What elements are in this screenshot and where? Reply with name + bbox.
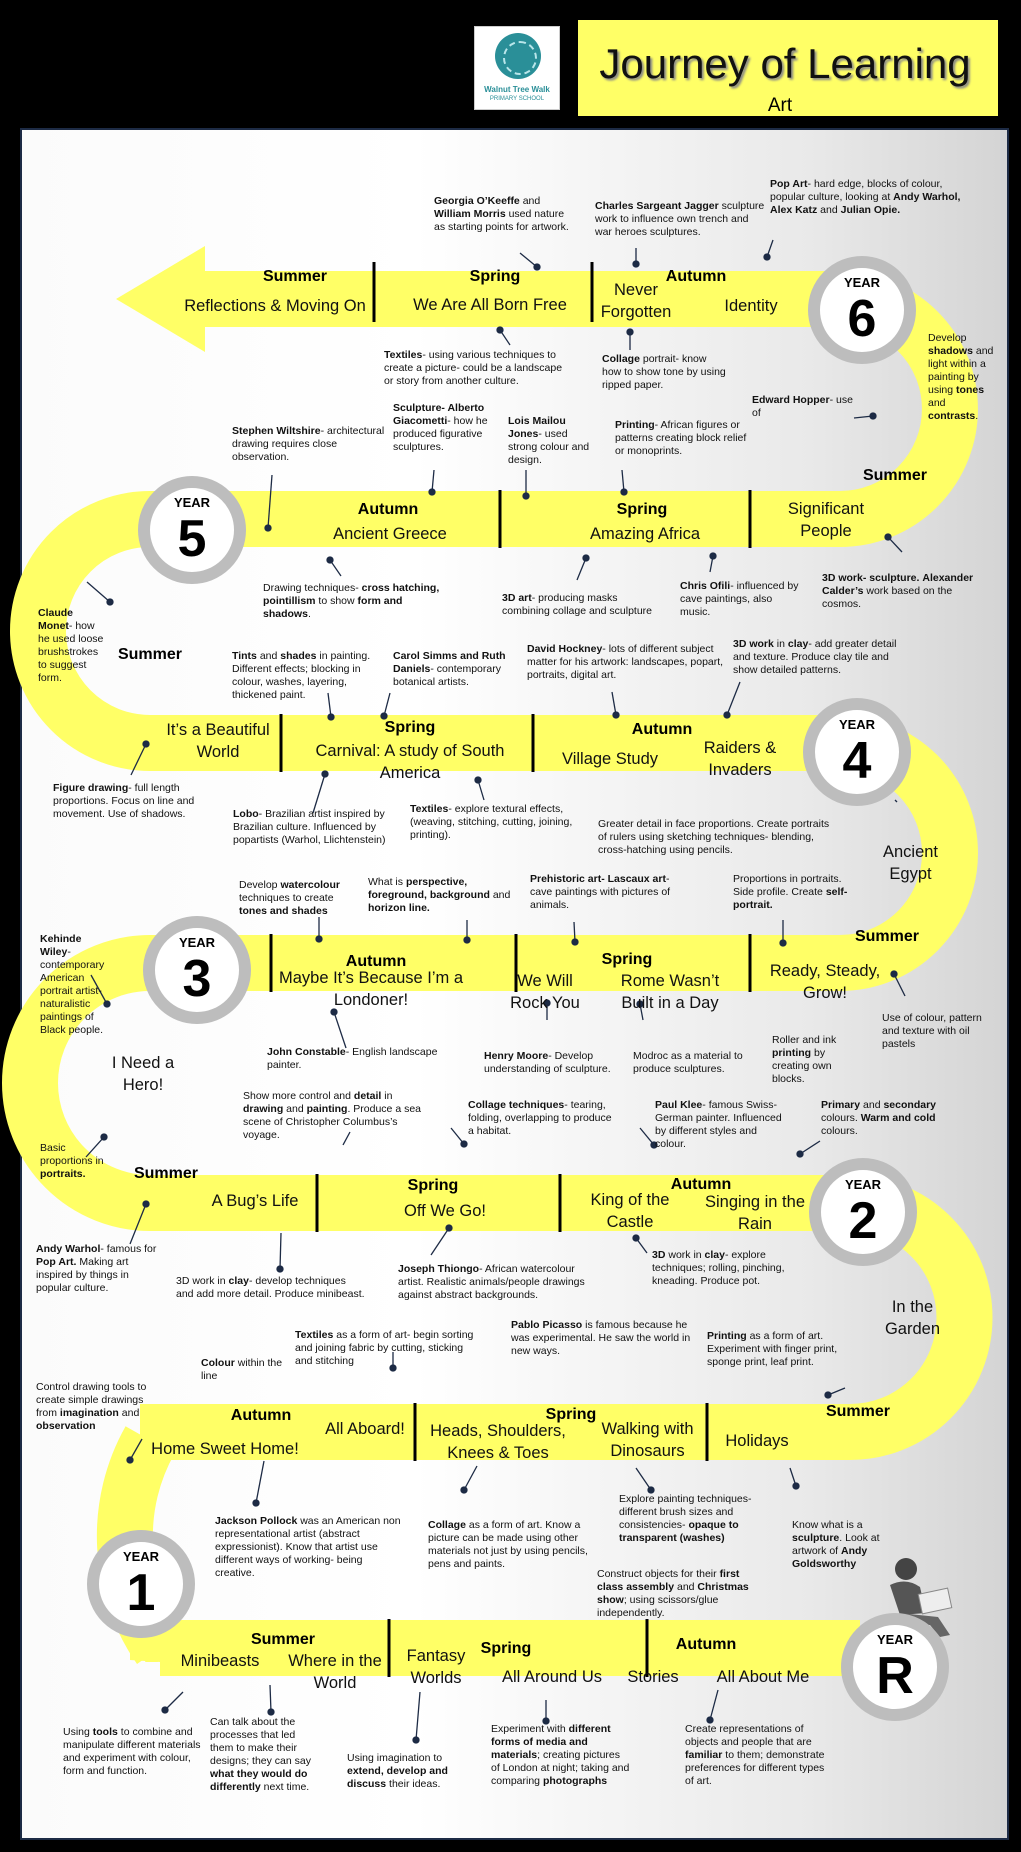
unit-reflections: Reflections & Moving On — [184, 297, 366, 315]
note-printing-y1: Printing as a form of art. Experiment with finger print, sponge print, leaf print. — [707, 1330, 838, 1368]
term-summer-y2: Summer — [133, 1165, 199, 1182]
unit-dinosaurs: Walking with Dinosaurs — [601, 1420, 694, 1460]
subject-label: Art — [767, 95, 793, 116]
year-5-badge: YEAR 5 — [138, 476, 246, 584]
term-autumn-y4: Autumn — [631, 721, 693, 738]
term-autumn-y1: Autumn — [230, 1407, 292, 1424]
term-summer-y5: Summer — [862, 467, 928, 484]
note-imagination: Using imagination to extend, develop and discuss their ideas. — [347, 1752, 448, 1790]
term-summer-y3: Summer — [854, 928, 920, 945]
unit-beautiful-world: It’s a Beautiful World — [166, 721, 270, 761]
note-thiongo: Joseph Thiongo- African watercolour artist. Realistic animals/people drawings against abstract backgrounds. — [398, 1263, 585, 1301]
note-columbus: Show more control and detail in drawing and painting. Produce a sea scene of Christopher Columbus’s voyage. — [243, 1090, 421, 1141]
term-summer-y6: Summer — [262, 268, 328, 285]
year-4-badge: YEAR 4 — [803, 698, 911, 806]
note-clay-minibeast: 3D work in clay- develop techniques and add more detail. Produce minibeast. — [176, 1275, 365, 1300]
term-summer-y4: Summer — [117, 646, 183, 663]
term-summer-y1: Summer — [825, 1403, 891, 1420]
unit-all-about-me: All About Me — [716, 1668, 810, 1686]
unit-fantasy-worlds: Fantasy Worlds — [406, 1647, 466, 1687]
term-summer-yr: Summer — [250, 1631, 316, 1648]
term-autumn-y2: Autumn — [670, 1176, 732, 1193]
unit-heads-shoulders: Heads, Shoulders, Knees & Toes — [430, 1422, 566, 1462]
note-self-portrait: Proportions in portraits. Side profile. Create self-portrait. — [733, 873, 848, 911]
note-colours: Primary and secondary colours. Warm and cold colours. — [821, 1099, 936, 1137]
note-collage-y1: Collage as a form of art. Know a picture can be made using other materials not just by using pencils, pens and paints. — [428, 1519, 588, 1570]
note-3d-masks: 3D art- producing masks combining collage and sculpture — [502, 592, 653, 617]
note-textiles-y4: Textiles- explore textural effects, (weaving, stitching, cutting, joining, printing). — [410, 803, 573, 841]
page-title: Journey of Learning — [599, 40, 971, 87]
note-hopper: Edward Hopper- use of — [752, 394, 853, 419]
note-colour-line: Colour within the line — [201, 1357, 283, 1382]
note-henry-moore: Henry Moore- Develop understanding of sculpture. — [484, 1050, 611, 1075]
note-kehinde: Kehinde Wiley- contemporary American portrait artist- naturalistic paintings of Black people. — [40, 933, 105, 1036]
note-okeeffe: Georgia O’Keeffe and William Morris used nature as starting points for artwork. — [434, 195, 569, 233]
year-1-badge: YEAR 1 — [87, 1530, 195, 1638]
year-6-badge: YEAR 6 — [808, 256, 916, 364]
unit-ancient-greece: Ancient Greece — [333, 525, 447, 543]
term-autumn-y5: Autumn — [357, 501, 419, 518]
unit-holidays: Holidays — [725, 1432, 789, 1450]
note-lobo: Lobo- Brazilian artist inspired by Brazilian culture. Influenced by popartists (Warhol, Llichtenstein) — [233, 808, 386, 846]
note-modroc: Modroc as a material to produce sculptures. — [633, 1050, 743, 1075]
note-calder: 3D work- sculpture. Alexander Calder’s work based on the cosmos. — [822, 572, 974, 610]
unit-rome: Rome Wasn’t Built in a Day — [620, 972, 720, 1012]
year-3-badge: YEAR 3 — [143, 916, 251, 1024]
note-printing-y5: Printing- African figures or patterns creating block relief or monoprints. — [615, 419, 747, 457]
unit-bugs-life: A Bug’s Life — [211, 1192, 299, 1210]
note-jagger: Charles Sargeant Jagger sculpture work to influence own trench and war heroes sculptures. — [595, 200, 765, 238]
unit-stories: Stories — [627, 1668, 679, 1686]
note-monet: Claude Monet- how he used loose brushstrokes to suggest form. — [38, 607, 104, 684]
school-logo-icon: Walnut Tree Walk PRIMARY SCHOOL — [474, 26, 560, 110]
unit-village-study: Village Study — [561, 750, 658, 768]
term-spring-y5: Spring — [616, 501, 668, 518]
note-basic-proportions: Basic proportions in portraits. — [40, 1142, 104, 1180]
note-drawing-techniques: Drawing techniques- cross hatching, pointillism to show form and shadows. — [263, 582, 440, 620]
unit-in-garden: In the Garden — [884, 1298, 941, 1338]
note-watercolour: Develop watercolour techniques to create tones and shades — [239, 879, 340, 917]
unit-carnival: Carnival: A study of South America — [315, 742, 505, 782]
unit-need-a-hero: I Need a Hero! — [111, 1054, 175, 1094]
unit-identity: Identity — [724, 297, 778, 315]
note-painting-techniques: Explore painting techniques- different brush sizes and consistencies- opaque to transparent (washes) — [619, 1493, 752, 1544]
note-construct: Construct objects for their first class assembly and Christmas show; using scissors/glue independently. — [597, 1568, 749, 1619]
note-ofili: Chris Ofili- influenced by cave paintings, also music. — [680, 580, 799, 618]
note-lascaux: Prehistoric art- Lascaux art- cave paintings with pictures of animals. — [530, 873, 671, 911]
unit-ancient-egypt: Ancient Egypt — [882, 843, 939, 883]
year-2-badge: YEAR 2 — [809, 1158, 917, 1266]
note-perspective: What is perspective, foreground, background and horizon line. — [368, 876, 511, 914]
term-spring-y1: Spring — [545, 1406, 597, 1423]
unit-home-sweet-home: Home Sweet Home! — [151, 1440, 299, 1458]
note-control-drawing: Control drawing tools to create simple drawings from imagination and observation — [36, 1381, 147, 1432]
note-roller-ink: Roller and ink printing by creating own blocks. — [772, 1034, 837, 1085]
unit-born-free: We Are All Born Free — [413, 296, 567, 314]
note-lois-jones: Lois Mailou Jones- used strong colour and design. — [508, 415, 590, 466]
note-tools: Using tools to combine and manipulate different materials and experiment with colour, form and function. — [63, 1726, 201, 1777]
note-pollock: Jackson Pollock was an American non representational artist (abstract expressionist). Know that artist use different ways of working- being creative. — [215, 1515, 401, 1579]
term-autumn-y6: Autumn — [665, 268, 727, 285]
unit-rock-you: We Will Rock You — [510, 972, 580, 1012]
note-face-proportions: Greater detail in face proportions. Create portraits of rulers using sketching techniques- blending, cross-hatching using pencils. — [598, 818, 830, 856]
term-spring-y4: Spring — [384, 719, 436, 736]
unit-king-castle: King of the Castle — [590, 1191, 670, 1231]
note-clay-tile: 3D work in clay- add greater detail and texture. Produce clay tile and show detailed patterns. — [733, 638, 897, 676]
note-paul-klee: Paul Klee- famous Swiss-German painter. Influenced by different styles and colour. — [655, 1099, 782, 1150]
note-giacometti: Sculpture- Alberto Giacometti- how he produced figurative sculptures. — [393, 402, 488, 453]
unit-londoner: Maybe It’s Because I’m a Londoner! — [278, 969, 464, 1009]
note-figure-drawing: Figure drawing- full length proportions. Focus on line and movement. Use of shadows. — [53, 782, 195, 820]
unit-singing-rain: Singing in the Rain — [705, 1193, 805, 1233]
note-collage-y6: Collage portrait- know how to show tone by using ripped paper. — [602, 353, 726, 391]
note-collage-habitat: Collage techniques- tearing, folding, overlapping to produce a habitat. — [468, 1099, 612, 1137]
year-r-badge: YEAR R — [841, 1613, 949, 1721]
note-textiles-y1: Textiles as a form of art- begin sorting and joining fabric by cutting, sticking and stitching — [295, 1329, 474, 1367]
unit-all-aboard: All Aboard! — [325, 1420, 405, 1438]
note-tints: Tints and shades in painting. Different effects; blocking in colour, washes, layering, thickened paint. — [232, 650, 371, 701]
term-spring-yr: Spring — [480, 1640, 532, 1657]
unit-where-world: Where in the World — [288, 1652, 382, 1692]
unit-significant-people: Significant People — [787, 500, 865, 540]
note-constable: John Constable- English landscape painter. — [267, 1046, 438, 1071]
note-pop-art: Pop Art- hard edge, blocks of colour, popular culture, looking at Andy Warhol, Alex Katz and Julian Opie. — [770, 178, 961, 216]
unit-raiders-invaders: Raiders & Invaders — [703, 739, 777, 779]
unit-all-around-us: All Around Us — [502, 1668, 602, 1686]
term-autumn-yr: Autumn — [675, 1636, 737, 1653]
term-autumn-y3: Autumn — [345, 953, 407, 970]
note-hockney: David Hockney- lots of different subject matter for his artwork: landscapes, popart, portraits, digital art. — [527, 643, 724, 681]
note-shadows: Develop shadows and light within a painting by using tones and contrasts. — [928, 332, 994, 422]
note-goldsworthy: Know what is a sculpture. Look at artwork of Andy Goldsworthy — [792, 1519, 880, 1570]
term-spring-y2: Spring — [407, 1177, 459, 1194]
note-simms: Carol Simms and Ruth Daniels- contemporary botanical artists. — [393, 650, 506, 688]
note-oil-pastels: Use of colour, pattern and texture with oil pastels — [882, 1012, 982, 1050]
unit-ready-steady-grow: Ready, Steady, Grow! — [769, 962, 881, 1002]
note-picasso: Pablo Picasso is famous because he was experimental. He saw the world in new ways. — [511, 1319, 691, 1357]
unit-never-forgotten: Never Forgotten — [600, 281, 672, 321]
note-warhol-y2: Andy Warhol- famous for Pop Art. Making art inspired by things in popular culture. — [36, 1243, 157, 1294]
unit-amazing-africa: Amazing Africa — [589, 525, 701, 543]
note-processes: Can talk about the processes that led them to make their designs; they can say what they would do differently next time. — [210, 1716, 311, 1793]
note-wiltshire: Stephen Wiltshire- architectural drawing requires close observation. — [232, 425, 385, 463]
note-textiles-y6: Textiles- using various techniques to create a picture- could be a landscape or story from another culture. — [384, 349, 563, 387]
note-representations: Create representations of objects and people that are familiar to them; demonstrate preferences for different types of art. — [685, 1723, 825, 1787]
unit-off-we-go: Off We Go! — [404, 1202, 486, 1220]
term-spring-y3: Spring — [601, 951, 653, 968]
unit-minibeasts: Minibeasts — [180, 1652, 260, 1670]
term-spring-y6: Spring — [469, 268, 521, 285]
note-media: Experiment with different forms of media and materials; creating pictures of London at night; taking and comparing photographs — [491, 1723, 630, 1787]
note-clay-pot: 3D work in clay- explore techniques; rolling, pinching, kneading. Produce pot. — [652, 1249, 785, 1287]
